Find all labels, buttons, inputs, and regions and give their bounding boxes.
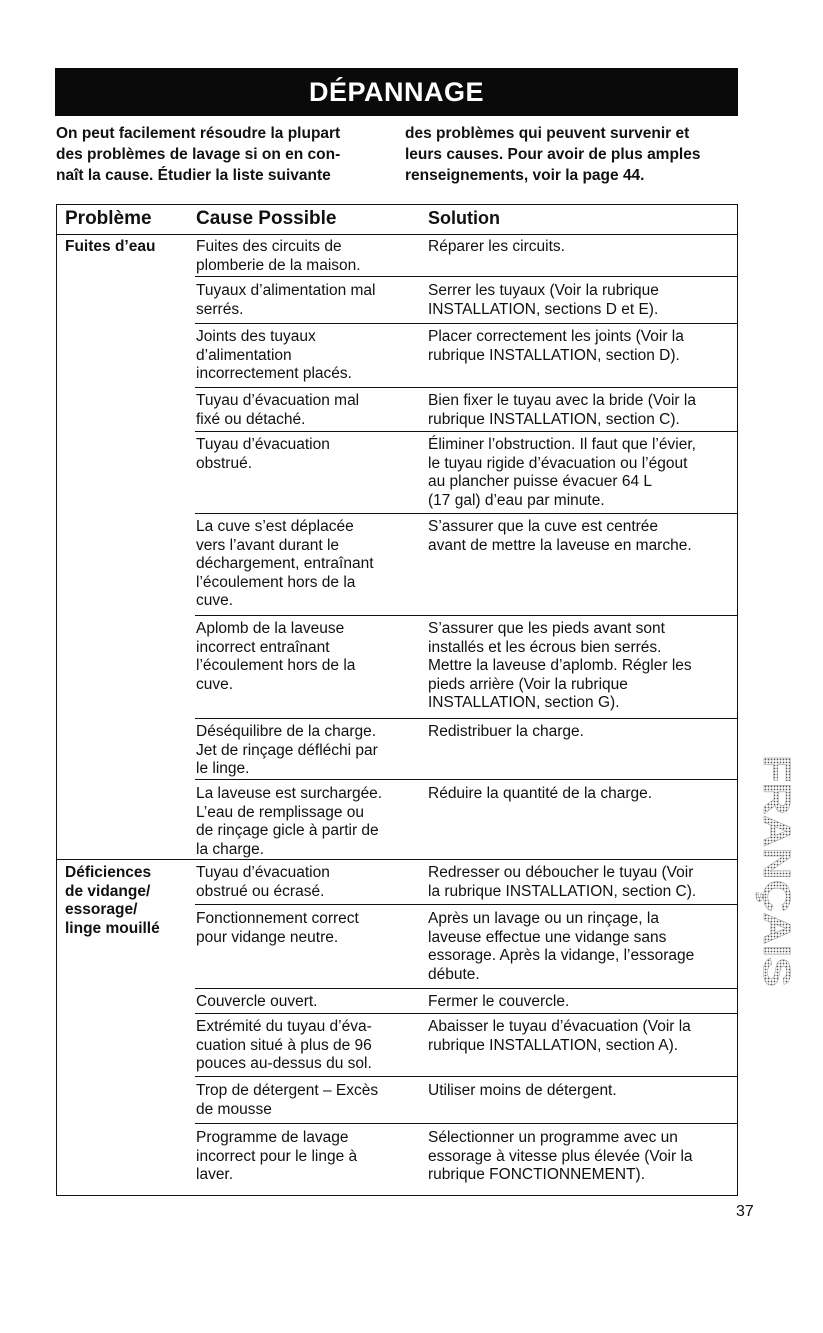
page-number: 37 — [736, 1203, 754, 1220]
header-cause: Cause Possible — [196, 208, 337, 229]
intro-text-right: des problèmes qui peuvent survenir et leurs causes. Pour avoir de plus amples renseignements, voir la page 44. — [405, 125, 701, 184]
row-divider — [195, 1013, 737, 1014]
row-divider — [195, 431, 737, 432]
cause-cell: La cuve s’est déplacée vers l’avant durant le déchargement, entraînant l’écoulement hors de la cuve. — [196, 518, 374, 609]
troubleshooting-table — [56, 204, 738, 1196]
row-divider — [195, 988, 737, 989]
page-title: DÉPANNAGE — [308, 77, 485, 107]
group-divider — [57, 859, 737, 860]
cause-cell: Extrémité du tuyau d’éva- cuation situé à plus de 96 pouces au-dessus du sol. — [196, 1018, 372, 1072]
row-divider — [195, 276, 737, 277]
intro-text-left: On peut facilement résoudre la plupart des problèmes de lavage si on en con- naît la cause. Étudier la liste suivante — [56, 125, 341, 184]
row-divider — [195, 1123, 737, 1124]
cause-cell: Tuyau d’évacuation mal fixé ou détaché. — [196, 392, 360, 428]
cause-cell: Trop de détergent – Excès de mousse — [196, 1082, 379, 1118]
solution-cell: Sélectionner un programme avec un essorage à vitesse plus élevée (Voir la rubrique FONCTIONNEMENT). — [428, 1129, 693, 1183]
row-divider — [195, 1076, 737, 1077]
problem-water-leaks: Fuites d’eau — [65, 238, 156, 255]
row-divider — [195, 615, 737, 616]
row-divider — [195, 387, 737, 388]
cause-cell: La laveuse est surchargée. L’eau de remplissage ou de rinçage gicle à partir de la charge. — [196, 785, 383, 858]
solution-cell: Placer correctement les joints (Voir la rubrique INSTALLATION, section D). — [428, 328, 684, 364]
problem-drain-spin: Déficiences de vidange/ essorage/ linge mouillé — [65, 864, 160, 937]
cause-cell: Tuyau d’évacuation obstrué. — [196, 436, 330, 472]
cause-cell: Déséquilibre de la charge. Jet de rinçage défléchi par le linge. — [196, 723, 378, 777]
language-side-tab — [744, 755, 806, 990]
row-divider — [195, 718, 737, 719]
solution-cell: Réduire la quantité de la charge. — [428, 785, 653, 802]
solution-cell: Éliminer l’obstruction. Il faut que l’évier, le tuyau rigide d’évacuation ou l’égout au plancher puisse évacuer 64 L (17 gal) d’eau par minute. — [428, 436, 696, 509]
solution-cell: Redistribuer la charge. — [428, 723, 584, 740]
solution-cell: Bien fixer le tuyau avec la bride (Voir la rubrique INSTALLATION, section C). — [428, 392, 696, 428]
row-divider — [195, 904, 737, 905]
cause-cell: Couvercle ouvert. — [196, 993, 318, 1010]
page-title-banner — [55, 68, 738, 116]
cause-cell: Tuyaux d’alimentation mal serrés. — [196, 282, 376, 318]
header-problem: Problème — [65, 208, 152, 229]
solution-cell: Fermer le couvercle. — [428, 993, 570, 1010]
cause-cell: Aplomb de la laveuse incorrect entraînant l’écoulement hors de la cuve. — [196, 620, 356, 693]
solution-cell: Utiliser moins de détergent. — [428, 1082, 617, 1099]
cause-cell: Programme de lavage incorrect pour le linge à laver. — [196, 1129, 358, 1183]
solution-cell: Redresser ou déboucher le tuyau (Voir la rubrique INSTALLATION, section C). — [428, 864, 697, 900]
side-tab-label: FRANÇAIS — [755, 755, 797, 952]
cause-cell: Fonctionnement correct pour vidange neutre. — [196, 910, 359, 946]
header-solution: Solution — [428, 208, 500, 228]
cause-cell: Fuites des circuits de plomberie de la maison. — [196, 238, 361, 274]
table-header — [57, 205, 737, 235]
row-divider — [195, 323, 737, 324]
solution-cell: Abaisser le tuyau d’évacuation (Voir la rubrique INSTALLATION, section A). — [428, 1018, 691, 1054]
solution-cell: S’assurer que les pieds avant sont installés et les écrous bien serrés. Mettre la laveuse d’aplomb. Régler les pieds arrière (Voir la rubrique INSTALLATION, section G). — [428, 620, 692, 711]
cause-cell: Tuyau d’évacuation obstrué ou écrasé. — [196, 864, 330, 900]
solution-cell: Serrer les tuyaux (Voir la rubrique INSTALLATION, sections D et E). — [428, 282, 659, 318]
solution-cell: Réparer les circuits. — [428, 238, 565, 255]
cause-cell: Joints des tuyaux d’alimentation incorrectement placés. — [196, 328, 352, 382]
solution-cell: Après un lavage ou un rinçage, la laveuse effectue une vidange sans essorage. Après la vidange, l’essorage débute. — [428, 910, 695, 983]
solution-cell: S’assurer que la cuve est centrée avant de mettre la laveuse en marche. — [428, 518, 692, 554]
row-divider — [195, 513, 737, 514]
row-divider — [195, 779, 737, 780]
